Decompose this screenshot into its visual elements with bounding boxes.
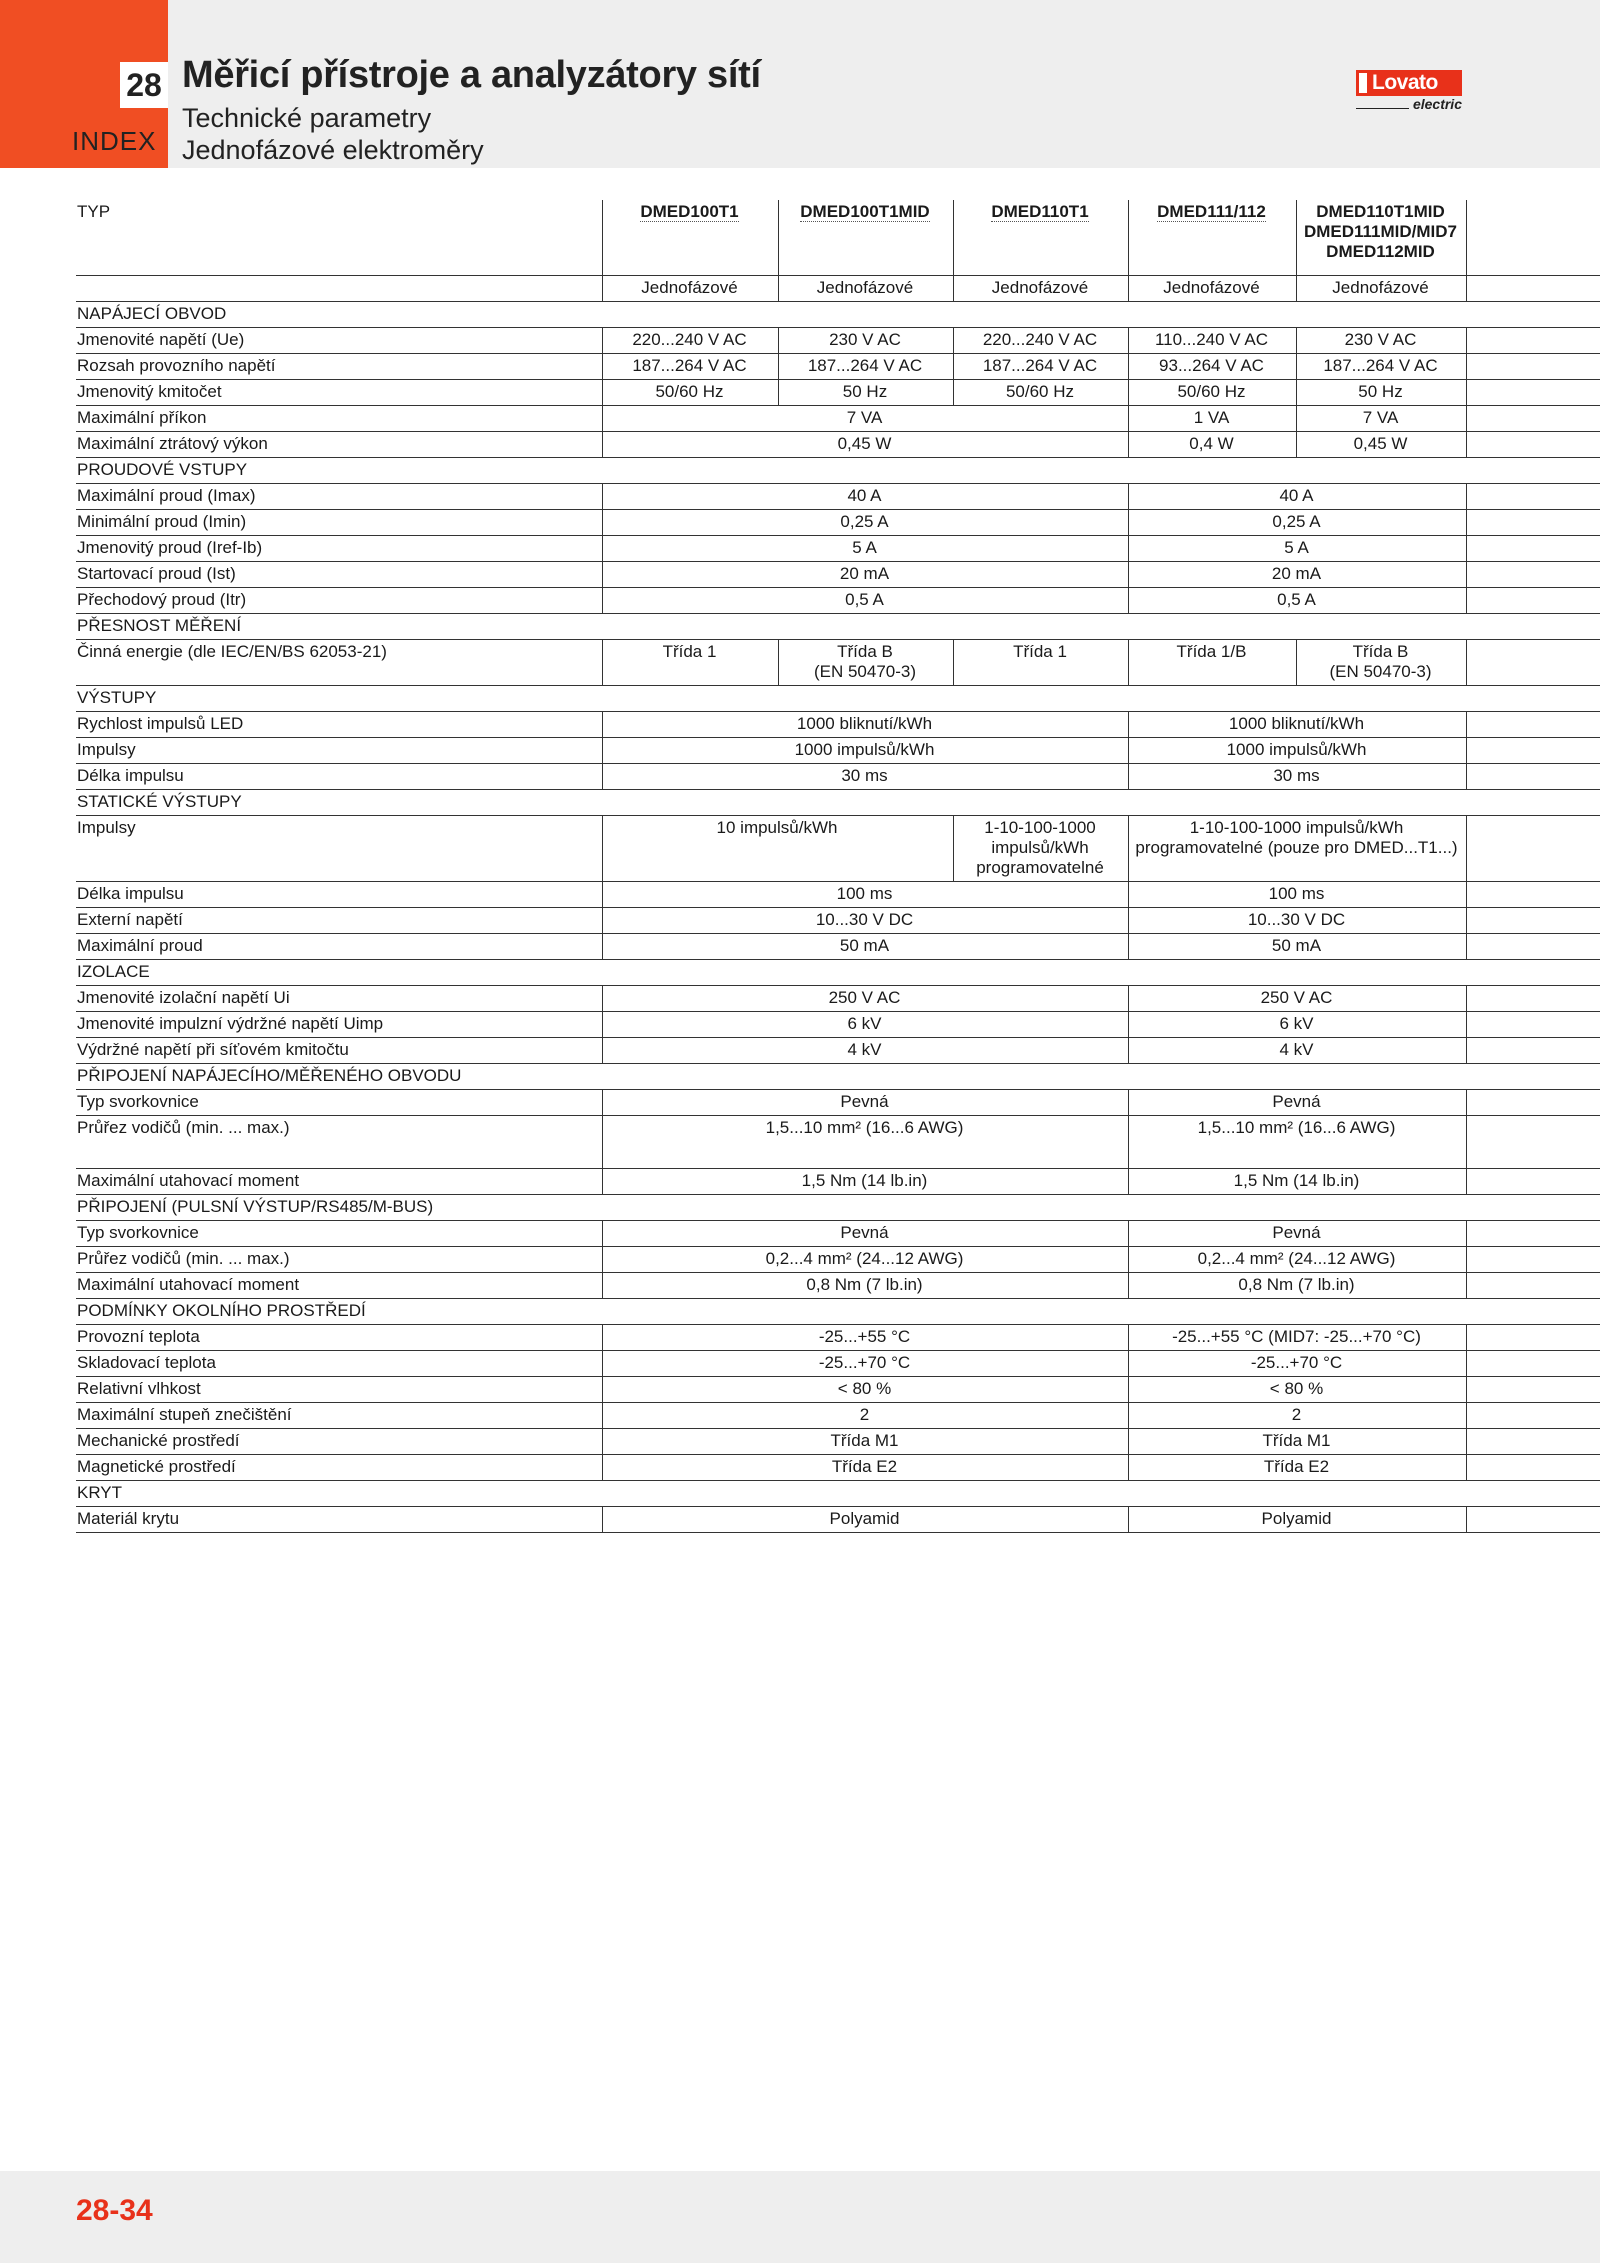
table-cell-empty: [1466, 1246, 1600, 1272]
logo-badge: [1356, 70, 1462, 96]
row-label: Maximální utahovací moment: [76, 1168, 602, 1194]
table-cell-empty: [1466, 1272, 1600, 1298]
table-cell-empty: [1466, 587, 1600, 613]
table-cell: 10 impulsů/kWh: [602, 815, 953, 881]
model-header: [1296, 200, 1466, 275]
section-row: [76, 685, 1600, 711]
row-label: Jmenovitý kmitočet: [76, 379, 602, 405]
table-cell: Třída E2: [602, 1454, 1128, 1480]
table-cell: 1,5 Nm (14 lb.in): [602, 1168, 1128, 1194]
table-cell: 0,25 A: [1128, 509, 1466, 535]
table-row: [76, 1376, 1600, 1402]
table-cell-empty: [1466, 933, 1600, 959]
cell-line: 1-10-100-1000 impulsů/kWh: [1189, 817, 1404, 837]
row-label: Skladovací teplota: [76, 1350, 602, 1376]
table-cell: 20 mA: [602, 561, 1128, 587]
model-name: DMED110T1MID: [1316, 202, 1445, 221]
table-cell-empty: [1466, 639, 1600, 685]
table-cell: Pevná: [602, 1089, 1128, 1115]
chapter-number[interactable]: 28: [120, 62, 168, 108]
table-cell-empty: [1466, 509, 1600, 535]
row-label: Maximální proud (Imax): [76, 483, 602, 509]
table-cell: 187...264 V AC: [1296, 353, 1466, 379]
table-cell-empty: [1466, 1115, 1600, 1168]
table-cell: 1000 impulsů/kWh: [602, 737, 1128, 763]
table-cell: Třída M1: [602, 1428, 1128, 1454]
logo-subline: [1356, 96, 1462, 112]
table-cell: [778, 639, 953, 685]
table-cell: 7 VA: [1296, 405, 1466, 431]
section-row: [76, 1194, 1600, 1220]
model-name: DMED111/112: [1157, 202, 1266, 221]
table-cell: Jednofázové: [602, 275, 778, 301]
table-cell-empty: [1466, 1089, 1600, 1115]
logo-mark-icon: [1356, 70, 1370, 96]
subtitle-line-2: Jednofázové elektroměry: [182, 135, 484, 165]
table-row: [76, 1454, 1600, 1480]
table-cell: 1000 impulsů/kWh: [1128, 737, 1466, 763]
page-number: 28-34: [76, 2194, 153, 2227]
table-cell: 50 mA: [602, 933, 1128, 959]
table-row: [76, 1037, 1600, 1063]
table-cell-empty: [1466, 535, 1600, 561]
table-cell-empty: [1466, 1402, 1600, 1428]
table-cell-empty: [1466, 431, 1600, 457]
table-row: [76, 405, 1600, 431]
table-cell: 1 VA: [1128, 405, 1296, 431]
table-cell: 30 ms: [1128, 763, 1466, 789]
table-row: [76, 1506, 1600, 1532]
table-cell: Pevná: [602, 1220, 1128, 1246]
table-cell: 0,8 Nm (7 lb.in): [1128, 1272, 1466, 1298]
table-cell: 4 kV: [1128, 1037, 1466, 1063]
table-cell: 0,8 Nm (7 lb.in): [602, 1272, 1128, 1298]
table-cell-empty: [1466, 483, 1600, 509]
type-label: TYP: [76, 200, 602, 275]
table-cell: 1,5...10 mm² (16...6 AWG): [1128, 1115, 1466, 1168]
table-cell: [953, 815, 1128, 881]
row-label: Výdržné napětí při síťovém kmitočtu: [76, 1037, 602, 1063]
table-row: [76, 1350, 1600, 1376]
row-label: Přechodový proud (Itr): [76, 587, 602, 613]
page-subtitle: [182, 102, 484, 166]
table-row: [76, 483, 1600, 509]
table-row: [76, 1324, 1600, 1350]
table-cell: 2: [1128, 1402, 1466, 1428]
table-row: [76, 327, 1600, 353]
section-title: PŘESNOST MĚŘENÍ: [76, 613, 1600, 639]
model-name: DMED100T1MID: [800, 202, 930, 221]
row-label: Relativní vlhkost: [76, 1376, 602, 1402]
table-cell: < 80 %: [602, 1376, 1128, 1402]
row-label: Délka impulsu: [76, 881, 602, 907]
table-cell: 1,5...10 mm² (16...6 AWG): [602, 1115, 1128, 1168]
table-cell-empty: [1466, 881, 1600, 907]
table-row: [76, 535, 1600, 561]
table-cell: Polyamid: [602, 1506, 1128, 1532]
table-cell-empty: [1466, 200, 1600, 275]
table-cell-empty: [1466, 353, 1600, 379]
table-cell-empty: [1466, 737, 1600, 763]
section-row: [76, 457, 1600, 483]
table-cell: 4 kV: [602, 1037, 1128, 1063]
section-row: [76, 613, 1600, 639]
logo-rule: [1356, 108, 1409, 109]
section-title: PŘIPOJENÍ (PULSNÍ VÝSTUP/RS485/M-BUS): [76, 1194, 1600, 1220]
table-row: [76, 431, 1600, 457]
table-cell-empty: [1466, 275, 1600, 301]
table-cell: Jednofázové: [778, 275, 953, 301]
table-cell: 230 V AC: [1296, 327, 1466, 353]
table-row: [76, 379, 1600, 405]
table-cell: 10...30 V DC: [1128, 907, 1466, 933]
row-label: Průřez vodičů (min. ... max.): [76, 1246, 602, 1272]
table-cell-empty: [1466, 1011, 1600, 1037]
table-row: [76, 763, 1600, 789]
cell-line: 1-10-100-1000: [984, 817, 1096, 837]
table-cell-empty: [1466, 1220, 1600, 1246]
table-cell-empty: [1466, 561, 1600, 587]
table-cell-empty: [1466, 815, 1600, 881]
table-cell: 50/60 Hz: [602, 379, 778, 405]
table-cell: 50/60 Hz: [1128, 379, 1296, 405]
table-cell-empty: [1466, 985, 1600, 1011]
section-title: PROUDOVÉ VSTUPY: [76, 457, 1600, 483]
row-label: Jmenovité impulzní výdržné napětí Uimp: [76, 1011, 602, 1037]
table-cell: -25...+55 °C: [602, 1324, 1128, 1350]
row-label: Jmenovité napětí (Ue): [76, 327, 602, 353]
table-row: [76, 275, 1600, 301]
table-cell: -25...+70 °C: [602, 1350, 1128, 1376]
table-cell: 1000 bliknutí/kWh: [602, 711, 1128, 737]
table-cell: [1296, 639, 1466, 685]
row-label: Impulsy: [76, 737, 602, 763]
table-cell: 250 V AC: [1128, 985, 1466, 1011]
table-row: [76, 1089, 1600, 1115]
table-cell-empty: [1466, 405, 1600, 431]
section-row: [76, 1298, 1600, 1324]
table-cell: Jednofázové: [953, 275, 1128, 301]
table-cell: 7 VA: [602, 405, 1128, 431]
row-label: Maximální proud: [76, 933, 602, 959]
table-cell: Polyamid: [1128, 1506, 1466, 1532]
table-cell: 40 A: [1128, 483, 1466, 509]
row-label: Provozní teplota: [76, 1324, 602, 1350]
table-cell-empty: [1466, 763, 1600, 789]
table-cell-empty: [1466, 711, 1600, 737]
table-cell-empty: [1466, 1324, 1600, 1350]
table-row: [76, 1428, 1600, 1454]
table-row: [76, 1246, 1600, 1272]
table-row: [76, 1168, 1600, 1194]
table-cell-empty: [1466, 1506, 1600, 1532]
logo-word: Lovato: [1372, 71, 1438, 94]
cell-line: impulsů/kWh: [991, 837, 1089, 857]
table-cell: 187...264 V AC: [778, 353, 953, 379]
table-cell: Jednofázové: [1128, 275, 1296, 301]
table-cell: -25...+70 °C: [1128, 1350, 1466, 1376]
lovato-logo: [1356, 70, 1462, 116]
table-cell: Jednofázové: [1296, 275, 1466, 301]
table-cell: 5 A: [1128, 535, 1466, 561]
cell-line: programovatelné (pouze pro DMED...T1...): [1135, 837, 1458, 857]
table-cell: Třída 1/B: [1128, 639, 1296, 685]
section-title: STATICKÉ VÝSTUPY: [76, 789, 1600, 815]
section-title: PŘIPOJENÍ NAPÁJECÍHO/MĚŘENÉHO OBVODU: [76, 1063, 1600, 1089]
row-label: Činná energie (dle IEC/EN/BS 62053-21): [76, 639, 602, 685]
table-cell: 187...264 V AC: [953, 353, 1128, 379]
row-label: Maximální ztrátový výkon: [76, 431, 602, 457]
section-title: KRYT: [76, 1480, 1600, 1506]
table-cell: Pevná: [1128, 1089, 1466, 1115]
table-cell: 40 A: [602, 483, 1128, 509]
section-title: VÝSTUPY: [76, 685, 1600, 711]
table-row: [76, 1272, 1600, 1298]
table-cell: 0,2...4 mm² (24...12 AWG): [1128, 1246, 1466, 1272]
table-row: [76, 711, 1600, 737]
table-cell-empty: [1466, 1428, 1600, 1454]
model-name: DMED110T1: [991, 202, 1089, 221]
model-header: [778, 200, 953, 275]
model-header: [953, 200, 1128, 275]
row-label: Magnetické prostředí: [76, 1454, 602, 1480]
table-cell-empty: [1466, 1350, 1600, 1376]
table-cell: Třída 1: [602, 639, 778, 685]
row-label: Materiál krytu: [76, 1506, 602, 1532]
row-label: Maximální příkon: [76, 405, 602, 431]
section-title: NAPÁJECÍ OBVOD: [76, 301, 1600, 327]
table-cell: 20 mA: [1128, 561, 1466, 587]
row-label: Maximální stupeň znečištění: [76, 1402, 602, 1428]
table-row: [76, 1220, 1600, 1246]
row-label: Průřez vodičů (min. ... max.): [76, 1115, 602, 1168]
table-row: [76, 587, 1600, 613]
table-cell: 0,5 A: [602, 587, 1128, 613]
table-cell: 100 ms: [1128, 881, 1466, 907]
row-label: Impulsy: [76, 815, 602, 881]
table-cell-empty: [1466, 327, 1600, 353]
cell-line: (EN 50470-3): [1329, 661, 1432, 681]
table-cell: 6 kV: [1128, 1011, 1466, 1037]
table-cell: 187...264 V AC: [602, 353, 778, 379]
table-cell: Třída 1: [953, 639, 1128, 685]
cell-line: (EN 50470-3): [813, 661, 917, 681]
row-label: Jmenovitý proud (Iref-Ib): [76, 535, 602, 561]
section-row: [76, 1480, 1600, 1506]
row-label: Minimální proud (Imin): [76, 509, 602, 535]
table-cell: 0,25 A: [602, 509, 1128, 535]
model-header: [1128, 200, 1296, 275]
table-row: [76, 985, 1600, 1011]
table-row: [76, 561, 1600, 587]
table-cell: Třída M1: [1128, 1428, 1466, 1454]
row-label: Jmenovité izolační napětí Ui: [76, 985, 602, 1011]
table-cell: 5 A: [602, 535, 1128, 561]
index-link[interactable]: INDEX: [72, 126, 157, 156]
cell-line: Třída B: [837, 641, 893, 661]
table-cell: 50 mA: [1128, 933, 1466, 959]
table-row: [76, 907, 1600, 933]
table-row: [76, 1115, 1600, 1168]
table-row: [76, 639, 1600, 685]
row-label: Rozsah provozního napětí: [76, 353, 602, 379]
table-cell: 0,2...4 mm² (24...12 AWG): [602, 1246, 1128, 1272]
spec-table: [76, 200, 1600, 1533]
table-cell: 100 ms: [602, 881, 1128, 907]
table-cell: 220...240 V AC: [953, 327, 1128, 353]
section-title: IZOLACE: [76, 959, 1600, 985]
model-header: [602, 200, 778, 275]
section-row: [76, 789, 1600, 815]
table-cell: 110...240 V AC: [1128, 327, 1296, 353]
section-title: PODMÍNKY OKOLNÍHO PROSTŘEDÍ: [76, 1298, 1600, 1324]
model-name: DMED100T1: [640, 202, 739, 221]
table-cell-empty: [1466, 1376, 1600, 1402]
table-row: [76, 509, 1600, 535]
table-cell: 230 V AC: [778, 327, 953, 353]
row-label: Typ svorkovnice: [76, 1089, 602, 1115]
section-row: [76, 301, 1600, 327]
table-cell: 6 kV: [602, 1011, 1128, 1037]
table-cell: 220...240 V AC: [602, 327, 778, 353]
table-cell: [1128, 815, 1466, 881]
cell-line: programovatelné: [976, 857, 1104, 877]
table-row: [76, 1402, 1600, 1428]
table-cell: 93...264 V AC: [1128, 353, 1296, 379]
table-cell-empty: [1466, 907, 1600, 933]
table-cell-empty: [1466, 1168, 1600, 1194]
table-cell: 1,5 Nm (14 lb.in): [1128, 1168, 1466, 1194]
table-cell: Pevná: [1128, 1220, 1466, 1246]
table-cell: 10...30 V DC: [602, 907, 1128, 933]
subtitle-line-1: Technické parametry: [182, 103, 432, 133]
table-row: [76, 353, 1600, 379]
table-row: [76, 737, 1600, 763]
table-cell: 0,45 W: [602, 431, 1128, 457]
model-name: DMED112MID: [1326, 242, 1435, 261]
logo-subtext: electric: [1412, 96, 1462, 112]
row-label: Mechanické prostředí: [76, 1428, 602, 1454]
table-cell: 50/60 Hz: [953, 379, 1128, 405]
table-cell: 250 V AC: [602, 985, 1128, 1011]
table-cell: 0,45 W: [1296, 431, 1466, 457]
table-cell-empty: [76, 275, 602, 301]
table-cell-empty: [1466, 1454, 1600, 1480]
row-label: Délka impulsu: [76, 763, 602, 789]
row-label: Typ svorkovnice: [76, 1220, 602, 1246]
row-label: Externí napětí: [76, 907, 602, 933]
page-title: Měřicí přístroje a analyzátory sítí: [182, 54, 761, 96]
table-cell: 50 Hz: [778, 379, 953, 405]
table-cell: 1000 bliknutí/kWh: [1128, 711, 1466, 737]
section-row: [76, 1063, 1600, 1089]
table-cell: 2: [602, 1402, 1128, 1428]
table-row: [76, 933, 1600, 959]
table-header-row: [76, 200, 1600, 275]
table-row: [76, 881, 1600, 907]
table-cell: Třída E2: [1128, 1454, 1466, 1480]
row-label: Maximální utahovací moment: [76, 1272, 602, 1298]
table-cell-empty: [1466, 379, 1600, 405]
table-cell: 0,4 W: [1128, 431, 1296, 457]
table-cell: -25...+55 °C (MID7: -25...+70 °C): [1128, 1324, 1466, 1350]
table-cell: 0,5 A: [1128, 587, 1466, 613]
row-label: Startovací proud (Ist): [76, 561, 602, 587]
footer-band: [0, 2171, 1600, 2263]
table-cell: 30 ms: [602, 763, 1128, 789]
table-row: [76, 1011, 1600, 1037]
section-row: [76, 959, 1600, 985]
table-cell-empty: [1466, 1037, 1600, 1063]
table-cell: 50 Hz: [1296, 379, 1466, 405]
cell-line: Třída B: [1352, 641, 1409, 661]
model-name: DMED111MID/MID7: [1303, 222, 1458, 241]
table-row: [76, 815, 1600, 881]
row-label: Rychlost impulsů LED: [76, 711, 602, 737]
table-cell: < 80 %: [1128, 1376, 1466, 1402]
